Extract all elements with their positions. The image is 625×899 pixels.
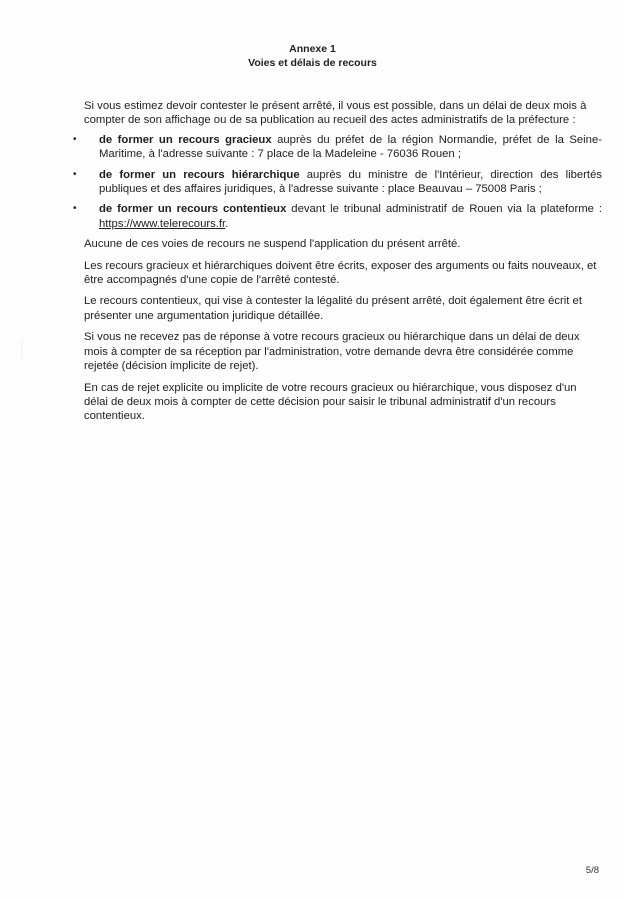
bullet-icon: • [73,133,77,145]
document-body [73,99,603,431]
intro-paragraph: Si vous estimez devoir contester le présent arrêté, il vous est possible, dans un délai de deux mois à compter de son affichage ou de sa publication au recueil des actes administratifs de la préfecture : [84,100,587,127]
recourse-options-list [73,133,603,231]
list-item-recours-gracieux [73,133,603,162]
option-text: auprès du ministre de l'Intérieur, direction des libertés publiques et des affaires juridiques, à l'adresse suivante : place Beauvau – 75008 Paris ; [99,168,602,196]
paragraph-no-suspension: Aucune de ces voies de recours ne suspend l'application du présent arrêté. [84,238,461,251]
option-title: de former un recours contentieux [99,203,287,216]
bullet-icon: • [73,168,77,180]
annex-number: Annexe 1 [289,43,336,55]
bullet-icon: • [73,203,77,215]
option-text: auprès du préfet de la région Normandie, préfet de la Seine-Maritime, à l'adresse suivante : 7 place de la Madeleine - 76036 Rouen ; [99,133,603,161]
option-title: de former un recours hiérarchique [99,168,300,181]
paragraph-written-recourse: Les recours gracieux et hiérarchiques doivent être écrits, exposer des arguments ou faits nouveaux, et être accompagnés d'une copie de l'arrêté contesté. [84,259,597,287]
telerecours-link[interactable]: https://www.telerecours.fr [99,217,226,230]
margin-scan-mark: ⋮ ⋮ ⋮ [19,341,25,359]
option-text-tail: . [225,217,229,230]
list-item-recours-contentieux [73,202,602,231]
paragraph-implicit-rejection: Si vous ne recevez pas de réponse à votre recours gracieux ou hiérarchique dans un délai de deux mois à compter de sa réception par l'administration, votre demande devra être considérée comme rejetée (décision implicite de rejet). [84,331,580,373]
paragraph-explicit-rejection: En cas de rejet explicite ou implicite de votre recours gracieux ou hiérarchique, vous disposez d'un délai de deux mois à compter de cette décision pour saisir le tribunal administratif d'un recours contentieux. [84,381,577,423]
option-text: devant le tribunal administratif de Rouen via la plateforme : [286,203,602,216]
paragraph-contentious-recourse: Le recours contentieux, qui vise à contester la légalité du présent arrêté, doit également être écrit et présenter une argumentation juridique détaillée. [84,295,582,322]
annex-title: Voies et délais de recours [248,57,377,69]
annex-header [0,42,625,70]
page-number: 5/8 [585,865,599,876]
option-title: de former un recours gracieux [99,133,272,146]
list-item-recours-hierarchique [73,168,602,197]
